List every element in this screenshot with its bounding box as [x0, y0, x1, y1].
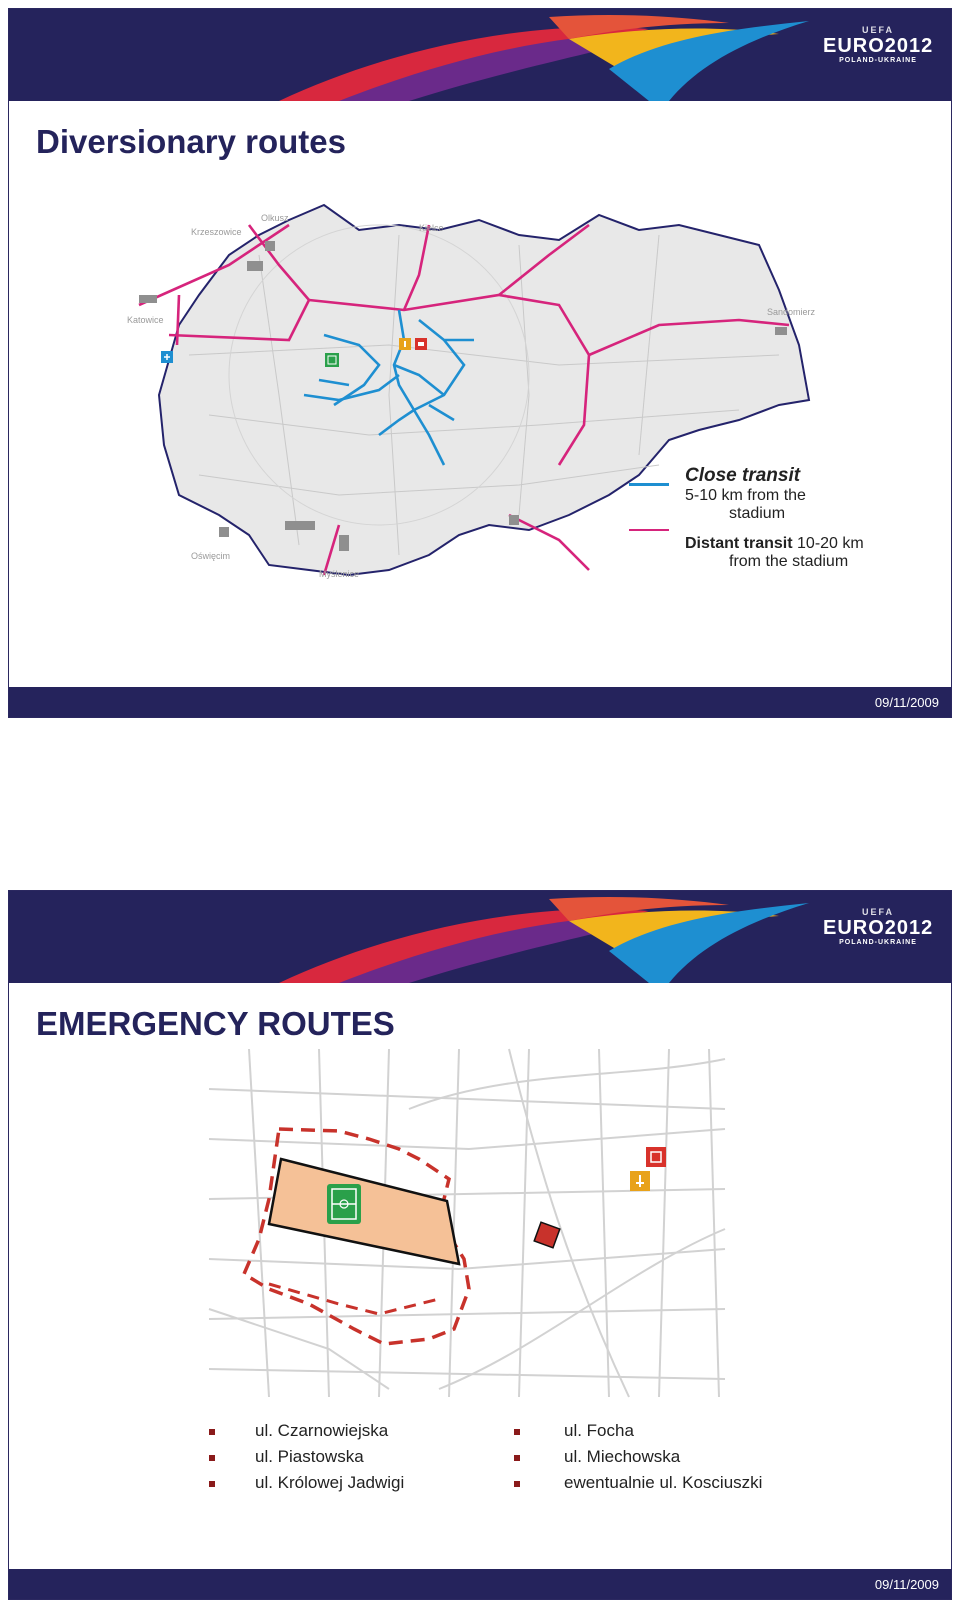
- police-icon: [630, 1171, 650, 1191]
- logo-uefa-text: UEFA: [861, 25, 894, 35]
- fire-station-icon: [646, 1147, 666, 1167]
- fire-station-icon: [415, 338, 427, 350]
- footer-date: 09/11/2009: [874, 695, 939, 710]
- logo-euro-text: EURO2012: [823, 917, 934, 939]
- slide-title: EMERGENCY ROUTES: [36, 1005, 395, 1042]
- label-krzeszowice: Krzeszowice: [191, 227, 242, 237]
- stadium-icon: [325, 353, 339, 367]
- distant-transit-swatch: [629, 529, 669, 531]
- legend-distant-desc-1: 10-20 km: [797, 535, 864, 552]
- banner-swoosh: [9, 9, 953, 101]
- list-item: ul. Focha: [514, 1421, 934, 1447]
- list-item: ul. Miechowska: [514, 1447, 934, 1473]
- logo-uefa-text: UEFA: [861, 907, 894, 917]
- label-sandomierz: Sandomierz: [767, 307, 816, 317]
- footer-date: 09/11/2009: [874, 1577, 939, 1592]
- close-transit-swatch: [629, 483, 669, 486]
- legend-distant-title: Distant transit: [685, 535, 793, 552]
- legend-close-desc-2: stadium: [729, 505, 786, 522]
- list-item: ewentualnie ul. Kosciuszki: [514, 1473, 934, 1499]
- logo-euro-text: EURO2012: [823, 35, 934, 57]
- slide-emergency-routes: [8, 890, 952, 1600]
- header-banner: [9, 891, 951, 983]
- label-katowice: Katowice: [127, 315, 164, 325]
- police-icon: [399, 338, 411, 350]
- list-item: ul. Królowej Jadwigi: [209, 1473, 629, 1499]
- airport-icon: [161, 351, 173, 363]
- label-oswiecim: Oświęcim: [191, 551, 231, 561]
- footer-bar: [9, 1569, 951, 1599]
- label-olkusz: Olkusz: [261, 213, 289, 223]
- emergency-routes-map: [209, 1049, 725, 1397]
- logo-subtitle: POLAND-UKRAINE: [839, 57, 917, 64]
- list-item: ul. Piastowska: [209, 1447, 629, 1473]
- slide-title: Diversionary routes: [36, 123, 346, 160]
- list-item: ul. Czarnowiejska: [209, 1421, 629, 1447]
- euro2012-logo: [823, 25, 933, 64]
- legend-close-desc-1: 5-10 km from the: [685, 487, 806, 504]
- legend-distant-desc-2: from the stadium: [729, 553, 849, 570]
- header-banner: [9, 9, 951, 101]
- euro2012-logo: [823, 907, 933, 946]
- label-myslenice: Myślenice: [319, 569, 360, 579]
- label-kielce: Kielce: [419, 223, 444, 233]
- logo-subtitle: POLAND-UKRAINE: [839, 939, 917, 946]
- slide-diversionary-routes: [8, 8, 952, 718]
- footer-bar: [9, 687, 951, 717]
- map-legend: [629, 465, 919, 571]
- legend-close-title: Close transit: [685, 465, 801, 486]
- stadium-icon: [327, 1184, 361, 1224]
- banner-swoosh: [9, 891, 953, 983]
- street-list-right: [514, 1421, 934, 1499]
